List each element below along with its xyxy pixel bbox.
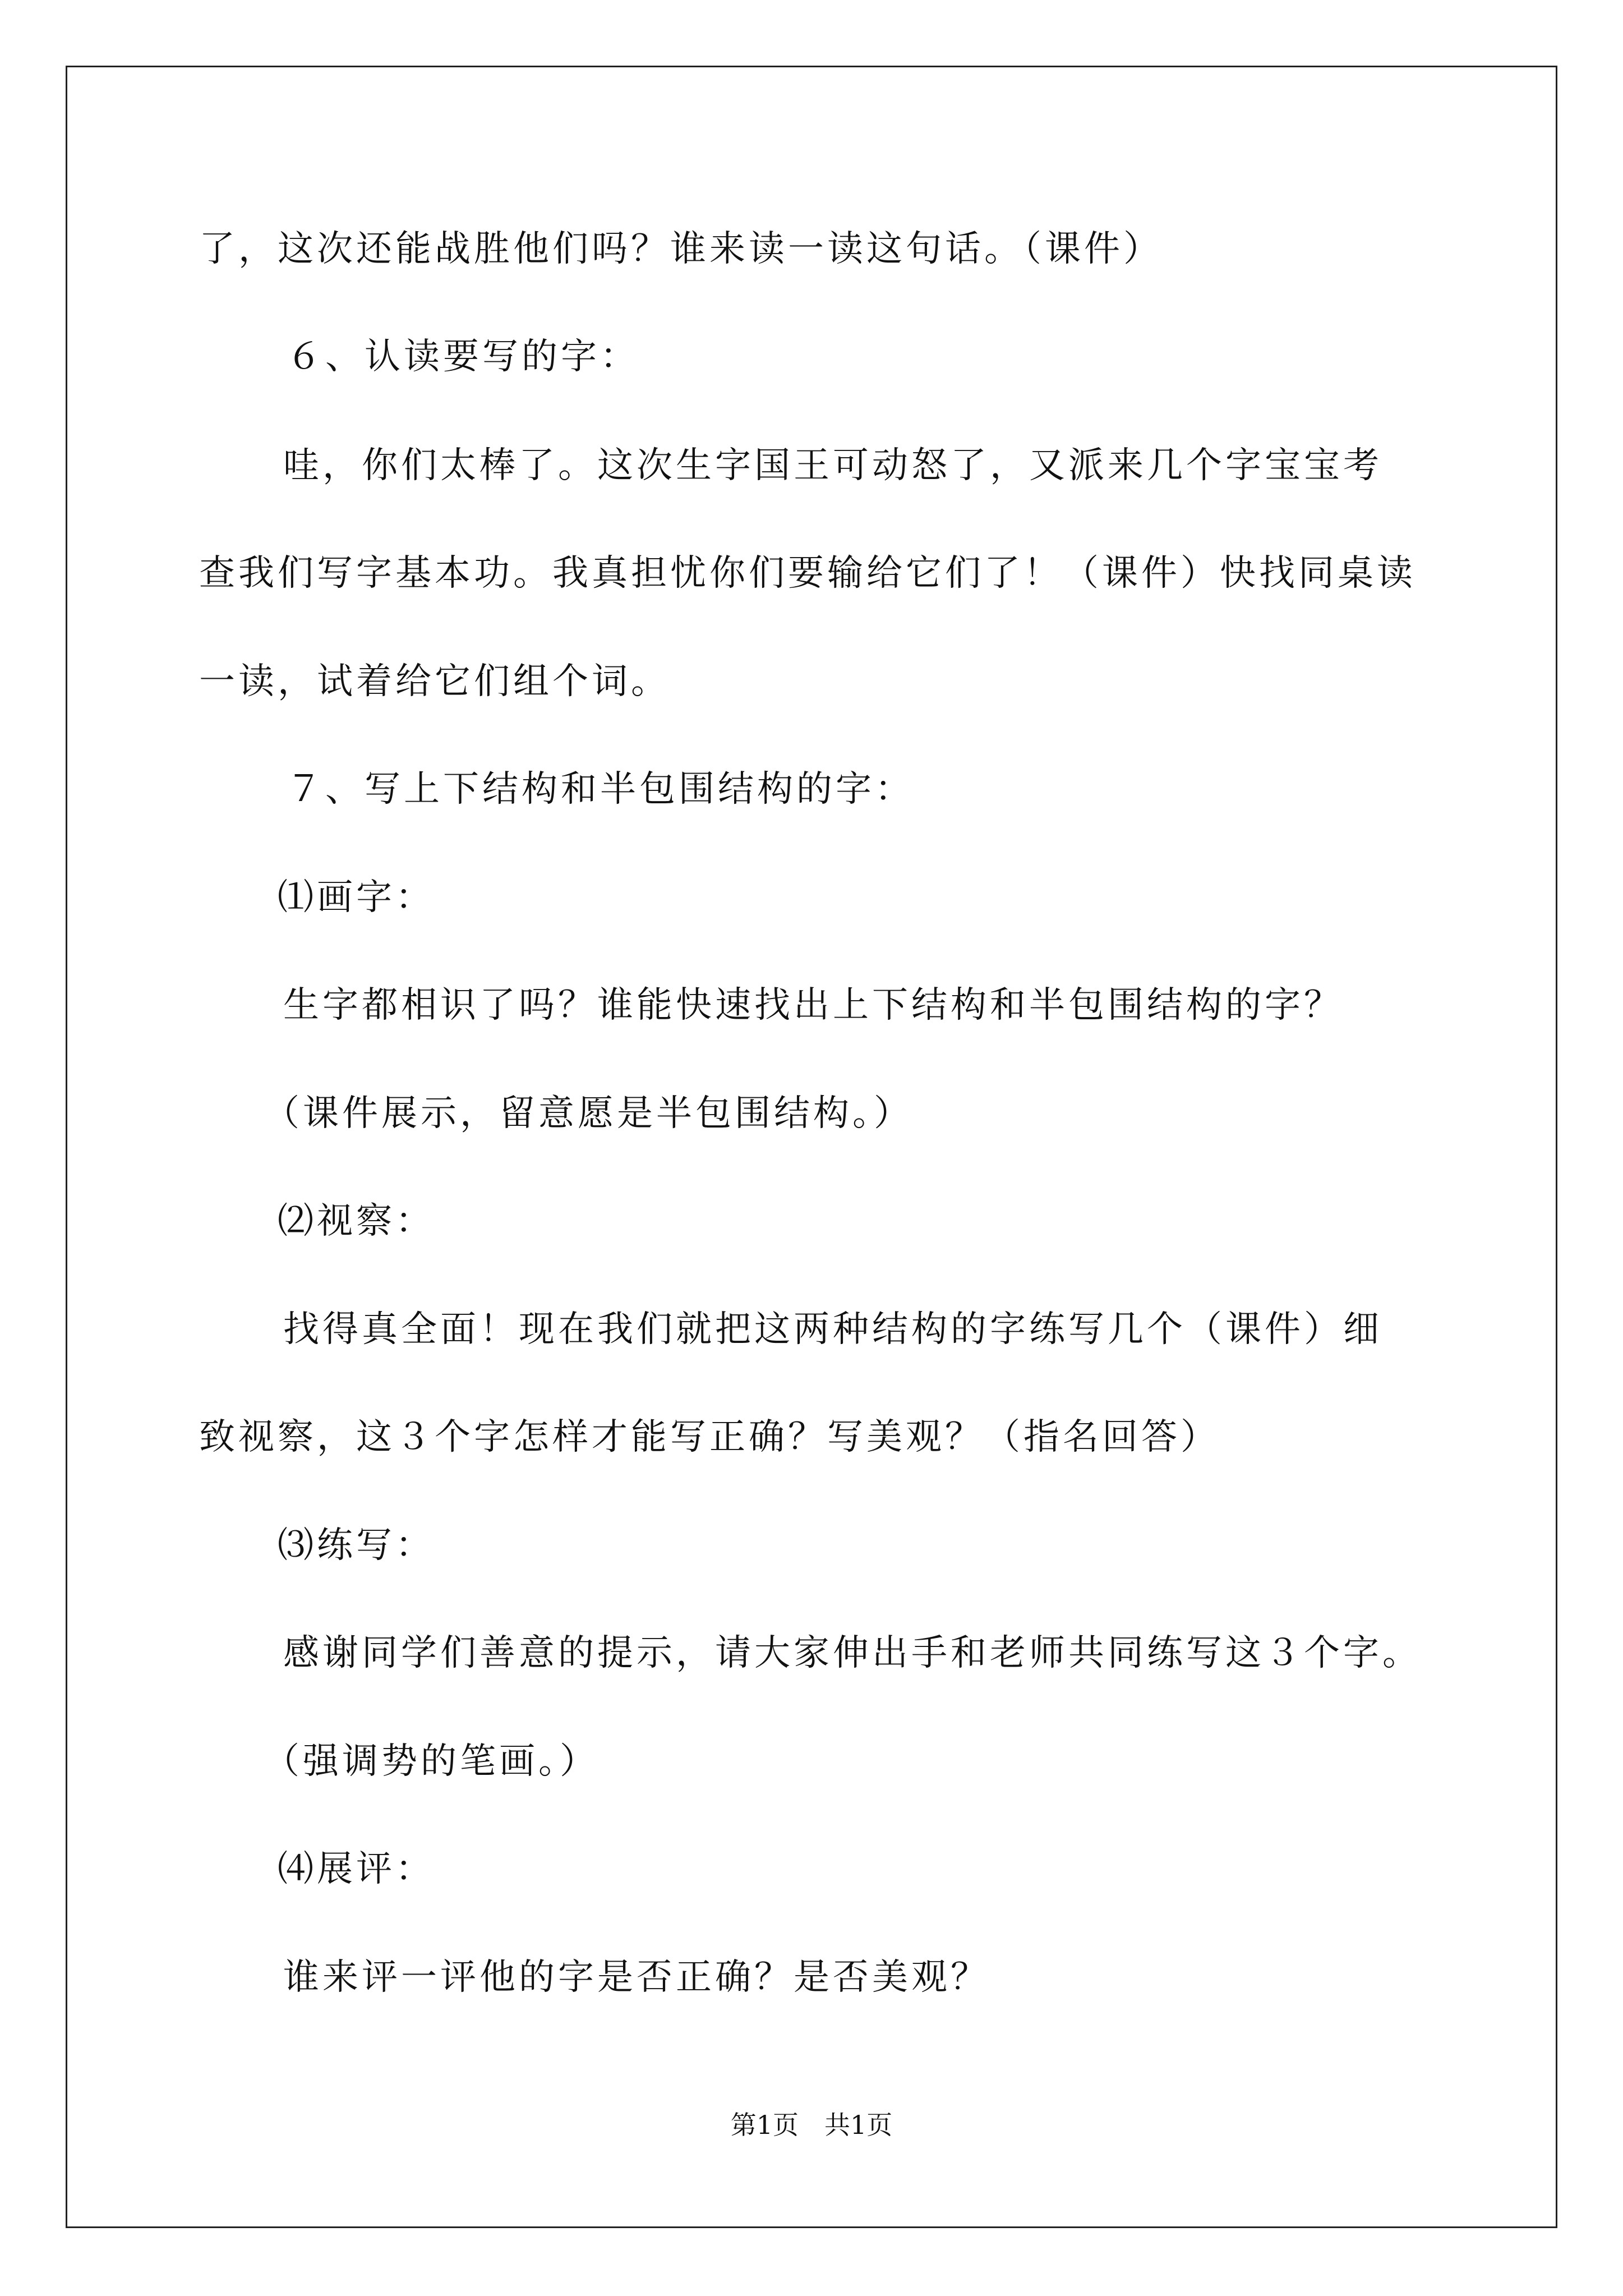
paragraph-line: 查我们写字基本功。我真担忧你们要输给它们了！（课件）快找同桌读 — [199, 553, 1416, 594]
paragraph-line: （强调势的笔画。） — [264, 1741, 599, 1782]
paragraph-line: （课件展示，留意愿是半包围结构。） — [264, 1093, 913, 1134]
paragraph-line: 了，这次还能战胜他们吗？谁来读一读这句话。（课件） — [199, 228, 1163, 270]
subsection-heading: ⑴画字： — [278, 877, 435, 918]
section-heading: ６、认读要写的字： — [286, 336, 639, 378]
page-footer: 第1页 共1页 — [730, 2110, 893, 2140]
paragraph-line: 生字都相识了吗？谁能快速找出上下结构和半包围结构的字？ — [283, 984, 1343, 1026]
paragraph-line: 感谢同学们善意的提示，请大家伸出手和老师共同练写这３个字。 — [283, 1632, 1422, 1674]
paragraph-line: 哇，你们太棒了。这次生字国王可动怒了，又派来几个字宝宝考 — [283, 445, 1382, 486]
paragraph-line: 致视察，这３个字怎样才能写正确？写美观？（指名回答） — [199, 1416, 1220, 1458]
page-border — [66, 66, 1557, 2228]
subsection-heading: ⑷展评： — [278, 1848, 435, 1890]
paragraph-line: 找得真全面！现在我们就把这两种结构的字练写几个（课件）细 — [283, 1309, 1382, 1350]
paragraph-line: 谁来评一评他的字是否正确？是否美观？ — [283, 1957, 990, 1998]
paragraph-line: 一读，试着给它们组个词。 — [199, 661, 670, 702]
subsection-heading: ⑵视察： — [278, 1200, 435, 1242]
subsection-heading: ⑶练写： — [278, 1525, 435, 1566]
section-heading: ７、写上下结构和半包围结构的字： — [286, 769, 914, 810]
